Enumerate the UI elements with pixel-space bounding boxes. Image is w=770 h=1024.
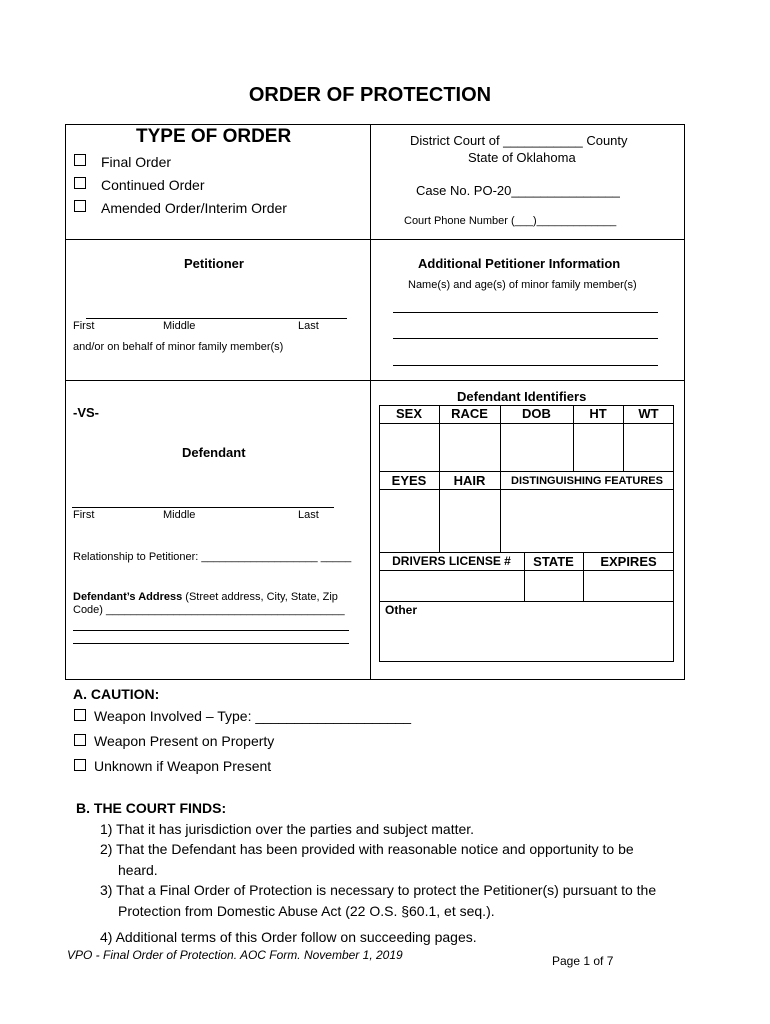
court-phone-field[interactable]: Court Phone Number (___)_____________	[404, 215, 617, 227]
finding-4: 4) Additional terms of this Order follow on succeeding pages.	[100, 929, 477, 945]
state-label: State of Oklahoma	[468, 150, 576, 165]
eyes-header: EYES	[391, 473, 427, 488]
defendant-first-label: First	[73, 509, 95, 521]
address-line-3[interactable]	[73, 643, 349, 644]
wt-header: WT	[638, 406, 659, 421]
finding-3: 3) That a Final Order of Protection is necessary to protect the Petitioner(s) pursuant to the	[100, 882, 657, 898]
weapon-involved-label[interactable]: Weapon Involved – Type: ____________________	[94, 708, 412, 724]
race-header: RACE	[451, 406, 488, 421]
petitioner-middle-label: Middle	[163, 320, 196, 332]
continued-order-checkbox[interactable]	[74, 177, 86, 189]
amended-order-checkbox[interactable]	[74, 200, 86, 212]
page-number: Page 1 of 7	[552, 954, 614, 968]
final-order-label: Final Order	[101, 154, 172, 170]
finding-2-cont: heard.	[118, 862, 158, 878]
defendant-address-hint: (Street address, City, State, Zip	[182, 591, 338, 603]
page-title: ORDER OF PROTECTION	[248, 84, 492, 106]
distinguishing-features-header: DISTINGUISHING FEATURES	[511, 475, 663, 487]
id-row-line-e	[379, 570, 674, 571]
relationship-field[interactable]: Relationship to Petitioner: ___________________ _____	[73, 551, 352, 563]
court-finds-heading: B. THE COURT FINDS:	[76, 800, 227, 816]
weapon-involved-checkbox[interactable]	[74, 709, 86, 721]
id-row-line-f	[379, 601, 674, 602]
weapon-present-checkbox[interactable]	[74, 734, 86, 746]
row-divider-2	[65, 380, 685, 381]
identifiers-table	[379, 405, 674, 662]
defendant-last-label: Last	[298, 509, 319, 521]
finding-3-cont: Protection from Domestic Abuse Act (22 O.S. §60.1, et seq.).	[118, 903, 495, 919]
final-order-checkbox[interactable]	[74, 154, 86, 166]
minor-member-line-2[interactable]	[393, 338, 658, 339]
type-of-order-heading: TYPE OF ORDER	[136, 126, 292, 147]
district-court-field[interactable]: District Court of ___________ County	[410, 133, 628, 148]
petitioner-heading: Petitioner	[184, 256, 244, 271]
petitioner-behalf-note: and/or on behalf of minor family member(s)	[73, 341, 284, 353]
license-state-header: STATE	[533, 554, 574, 569]
defendant-heading: Defendant	[182, 445, 246, 460]
drivers-license-header: DRIVERS LICENSE #	[392, 554, 511, 568]
finding-2: 2) That the Defendant has been provided with reasonable notice and opportunity to be	[100, 841, 634, 857]
weapon-unknown-checkbox[interactable]	[74, 759, 86, 771]
defendant-middle-label: Middle	[163, 509, 196, 521]
continued-order-label: Continued Order	[101, 177, 205, 193]
id-row-line-d	[379, 552, 674, 553]
case-number-field[interactable]: Case No. PO-20_______________	[416, 183, 620, 198]
finding-1: 1) That it has jurisdiction over the parties and subject matter.	[100, 821, 475, 837]
hair-header: HAIR	[453, 473, 486, 488]
minor-member-line-1[interactable]	[393, 312, 658, 313]
minor-member-line-3[interactable]	[393, 365, 658, 366]
expires-header: EXPIRES	[600, 554, 657, 569]
address-line-2[interactable]	[73, 630, 349, 631]
id-row-line-a	[379, 423, 674, 424]
additional-petitioner-heading: Additional Petitioner Information	[418, 256, 621, 271]
defendant-address-label: Defendant’s Address	[73, 591, 183, 603]
defendant-name-line[interactable]	[72, 507, 334, 508]
amended-order-label: Amended Order/Interim Order	[101, 200, 287, 216]
ht-header: HT	[589, 406, 607, 421]
caution-heading: A. CAUTION:	[73, 686, 160, 702]
defendant-address-field[interactable]	[73, 591, 338, 603]
weapon-unknown-label: Unknown if Weapon Present	[94, 758, 272, 774]
form-footer: VPO - Final Order of Protection. AOC Form. November 1, 2019	[67, 948, 403, 962]
weapon-present-label: Weapon Present on Property	[94, 733, 275, 749]
dob-header: DOB	[522, 406, 551, 421]
additional-petitioner-subheading: Name(s) and age(s) of minor family member(s)	[408, 279, 637, 291]
petitioner-name-line[interactable]	[86, 318, 347, 319]
center-divider	[370, 124, 371, 680]
id-row-line-c	[379, 489, 674, 490]
id-row-line-b	[379, 471, 674, 472]
versus-label: -VS-	[73, 405, 99, 420]
petitioner-last-label: Last	[298, 320, 319, 332]
sex-header: SEX	[395, 406, 422, 421]
row-divider-1	[65, 239, 685, 240]
other-label: Other	[385, 603, 418, 617]
identifiers-heading: Defendant Identifiers	[457, 389, 587, 404]
petitioner-first-label: First	[73, 320, 95, 332]
defendant-address-code[interactable]: Code) _______________________________________	[73, 604, 345, 616]
